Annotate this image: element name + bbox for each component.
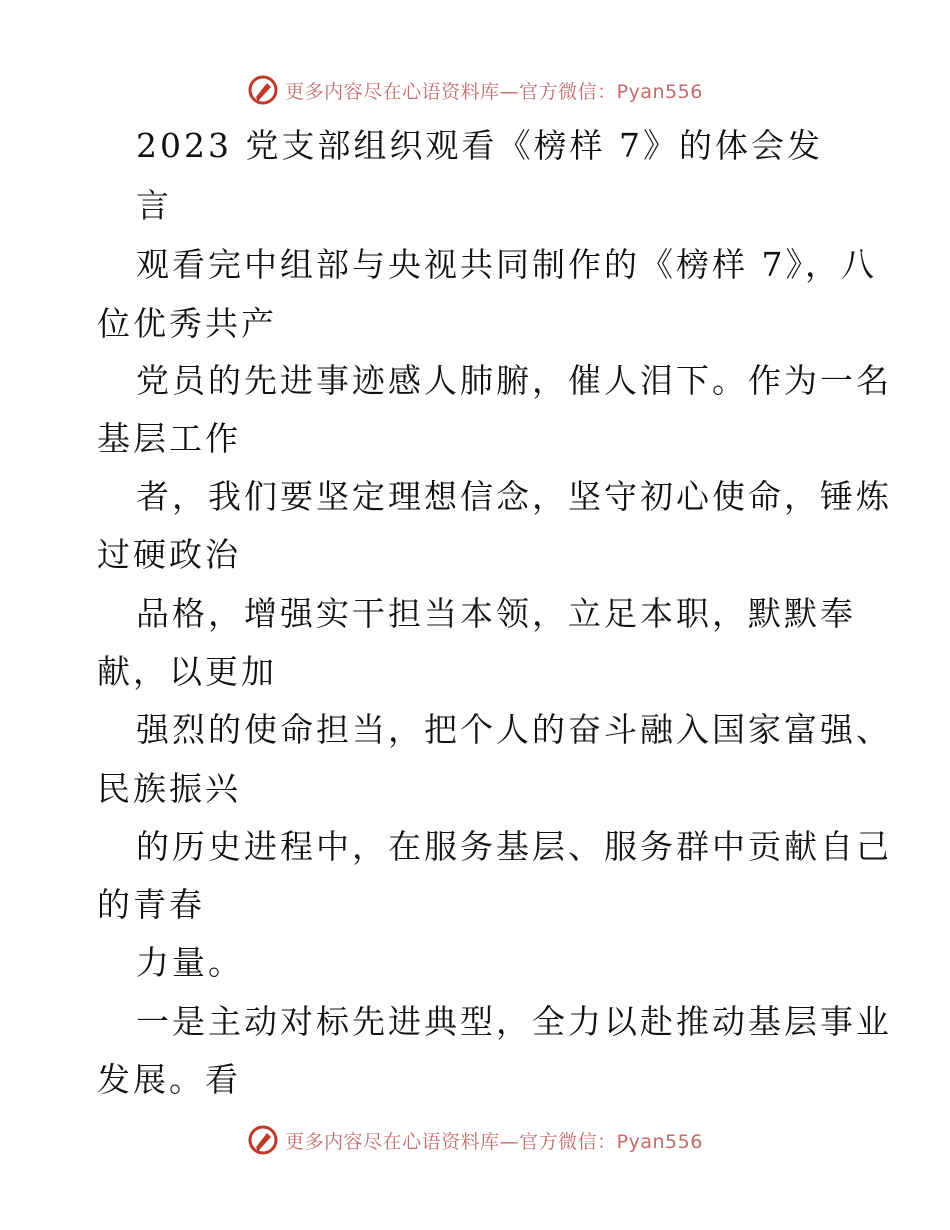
text-line: 民族振兴 — [97, 769, 241, 808]
text-line: 基层工作 — [97, 419, 241, 458]
text-line: 的青春 — [97, 885, 205, 924]
text-line: 位优秀共产 — [97, 304, 277, 343]
watermark-text: 更多内容尽在心语资料库—官方微信：Pyan556 — [285, 1130, 703, 1153]
text-line: 品格，增强实干担当本领，立足本职，默默奉 — [136, 594, 856, 633]
text-line: 发展。看 — [97, 1060, 241, 1099]
title-line-1: 2023 党支部组织观看《榜样 7》的体会发 — [136, 126, 823, 165]
text-line: 一是主动对标先进典型，全力以赴推动基层事业 — [136, 1002, 892, 1041]
pen-logo-icon — [247, 74, 279, 106]
watermark-text: 更多内容尽在心语资料库—官方微信：Pyan556 — [285, 80, 703, 103]
text-line: 力量。 — [136, 943, 244, 982]
text-line: 者，我们要坚定理想信念，坚守初心使命，锤炼 — [136, 477, 892, 516]
text-line: 的历史进程中，在服务基层、服务群中贡献自己 — [136, 827, 892, 866]
pen-logo-icon — [247, 1124, 279, 1156]
title-line-2: 言 — [136, 186, 172, 225]
text-line: 过硬政治 — [97, 535, 241, 574]
footer-watermark-banner — [0, 1120, 950, 1160]
text-line: 观看完中组部与央视共同制作的《榜样 7》，八 — [136, 245, 877, 284]
text-line: 强烈的使命担当，把个人的奋斗融入国家富强、 — [136, 710, 892, 749]
text-line: 献，以更加 — [97, 652, 277, 691]
text-line: 党员的先进事迹感人肺腑，催人泪下。作为一名 — [136, 361, 892, 400]
header-watermark-banner — [0, 70, 950, 110]
